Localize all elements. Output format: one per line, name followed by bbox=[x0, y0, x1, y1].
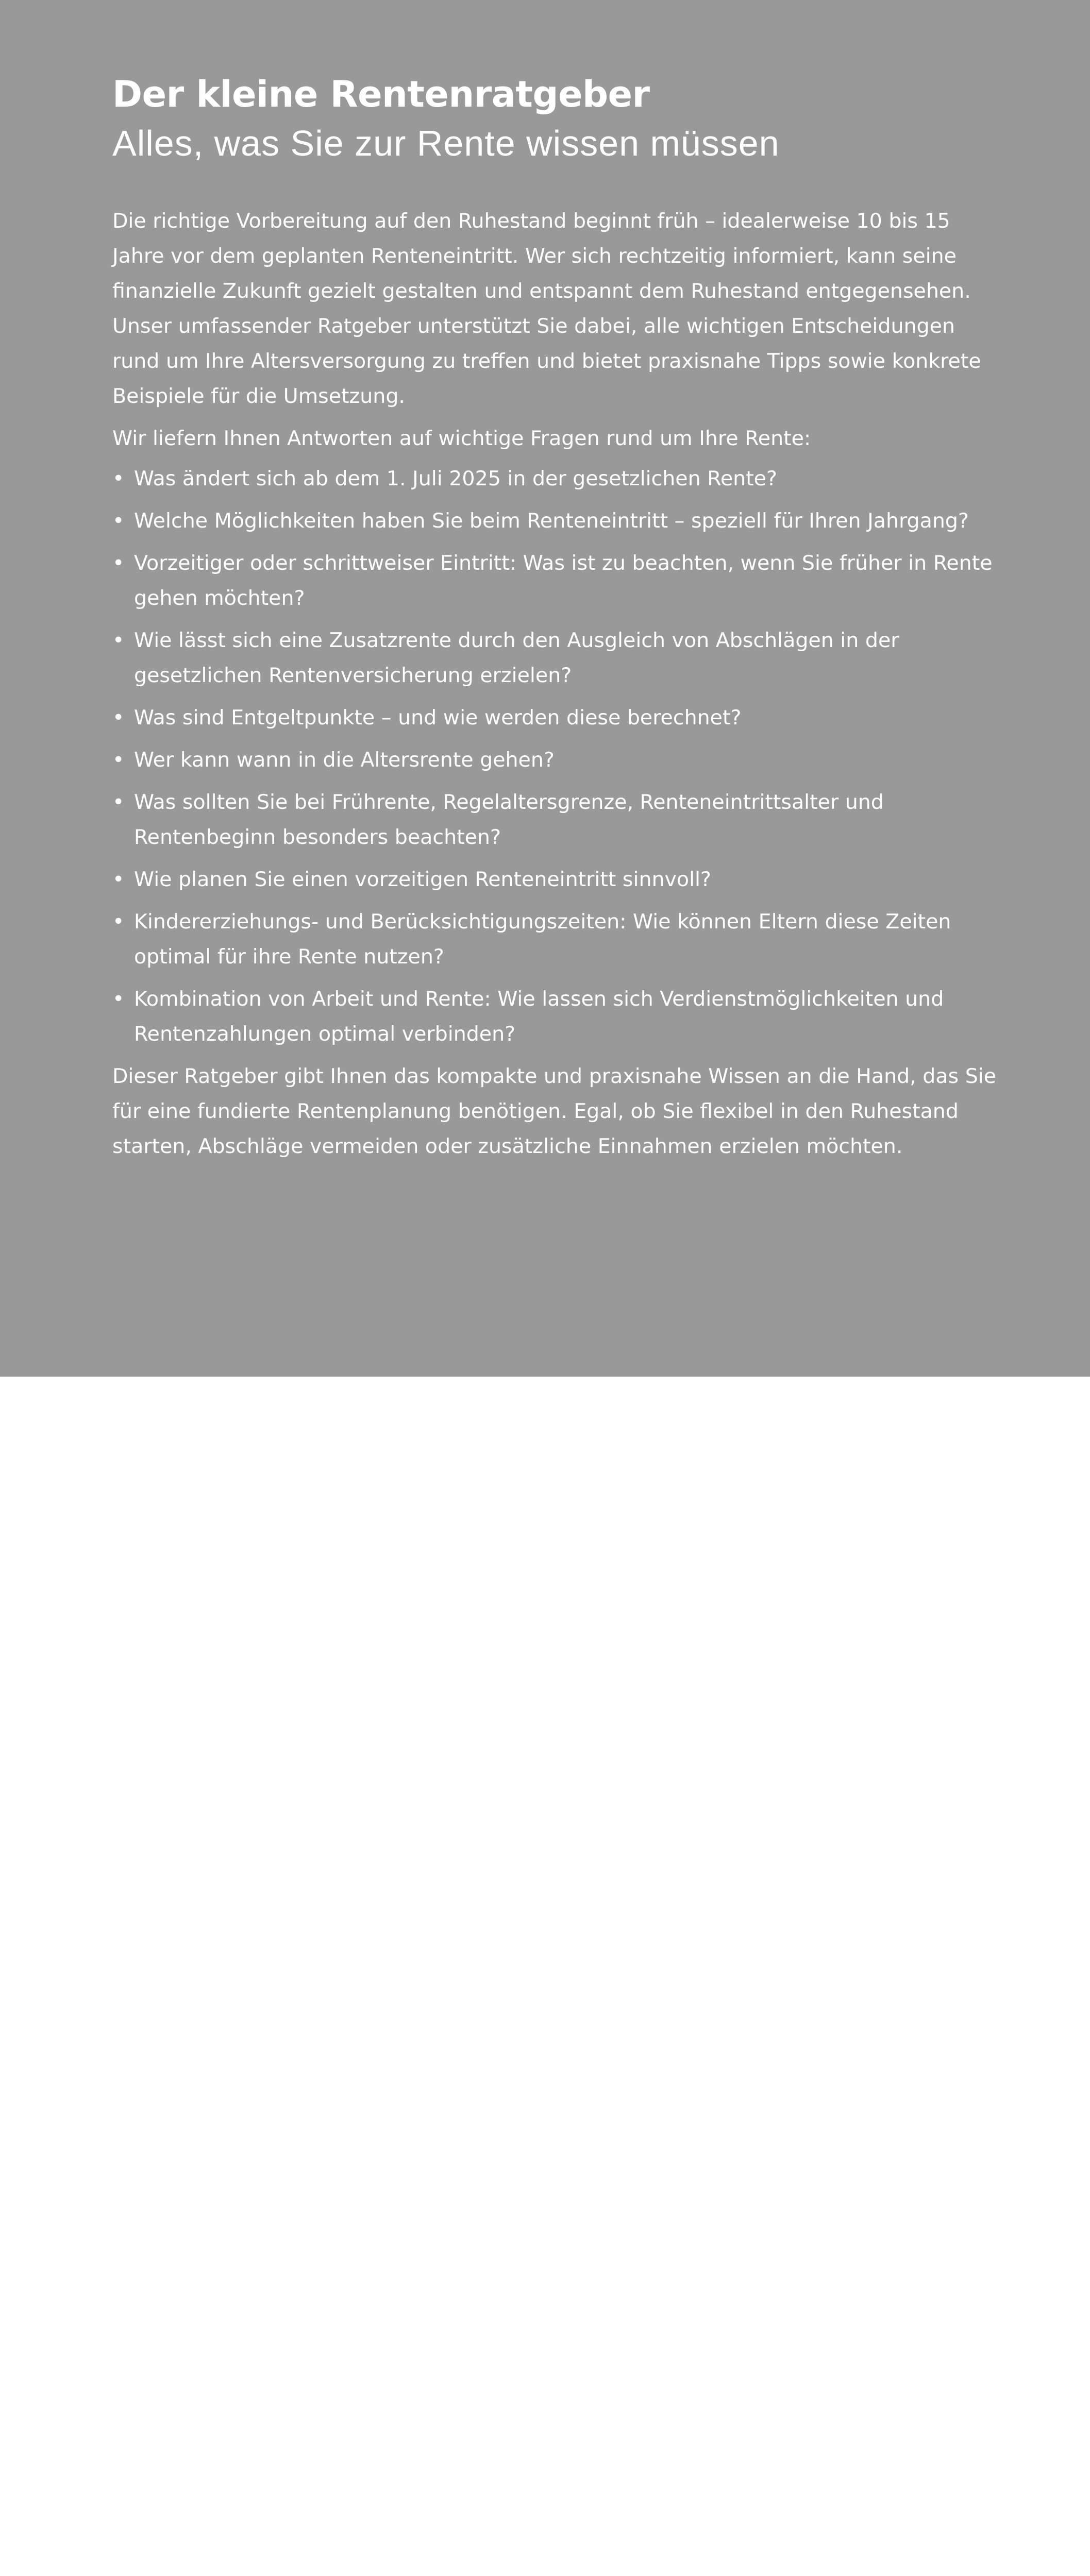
list-item bbox=[112, 862, 999, 897]
closing-paragraph: Dieser Ratgeber gibt Ihnen das kompakte und praxisnahe Wissen an die Hand, das Sie für eine fundierte Rentenplanung benötigen. Egal, ob Sie flexibel in den Ruhestand starten, Abschläge vermeiden oder zusätzliche Einnahmen erzielen möchten. bbox=[112, 1064, 997, 1158]
list-item bbox=[112, 623, 999, 693]
question-list bbox=[112, 461, 999, 1052]
question-text: Kombination von Arbeit und Rente: Wie lassen sich Verdienstmöglichkeiten und Rentenzahlungen optimal verbinden? bbox=[134, 987, 944, 1046]
list-item bbox=[112, 546, 999, 616]
question-text: Was sollten Sie bei Frührente, Regelaltersgrenze, Renteneintrittsalter und Rentenbeginn besonders beachten? bbox=[134, 790, 884, 849]
list-item bbox=[112, 700, 999, 735]
lead-sentence: Wir liefern Ihnen Antworten auf wichtige Fragen rund um Ihre Rente: bbox=[112, 427, 811, 450]
question-text: Was ändert sich ab dem 1. Juli 2025 in der gesetzlichen Rente? bbox=[134, 467, 777, 490]
question-text: Welche Möglichkeiten haben Sie beim Renteneintritt – speziell für Ihren Jahrgang? bbox=[134, 509, 969, 533]
list-item bbox=[112, 503, 999, 538]
book-title: Der kleine Rentenratgeber bbox=[112, 73, 650, 115]
list-item bbox=[112, 785, 999, 855]
bullet-icon: • bbox=[112, 748, 125, 772]
bullet-icon: • bbox=[112, 910, 125, 934]
bullet-icon: • bbox=[112, 868, 125, 891]
bullet-icon: • bbox=[112, 551, 125, 575]
bullet-icon: • bbox=[112, 467, 125, 490]
bullet-icon: • bbox=[112, 987, 125, 1011]
question-text: Wie lässt sich eine Zusatzrente durch den Ausgleich von Abschlägen in der gesetzlichen Rentenversicherung erzielen? bbox=[134, 629, 899, 687]
bullet-icon: • bbox=[112, 509, 125, 533]
blurb-text bbox=[112, 204, 999, 1164]
list-item bbox=[112, 461, 999, 496]
question-text: Wie planen Sie einen vorzeitigen Renteneintritt sinnvoll? bbox=[134, 868, 711, 891]
bullet-icon: • bbox=[112, 706, 125, 730]
list-item bbox=[112, 742, 999, 777]
question-text: Kindererziehungs- und Berücksichtigungszeiten: Wie können Eltern diese Zeiten optimal für ihre Rente nutzen? bbox=[134, 910, 951, 969]
list-item bbox=[112, 904, 999, 974]
book-subtitle: Alles, was Sie zur Rente wissen müssen bbox=[112, 123, 780, 163]
bullet-icon: • bbox=[112, 790, 125, 814]
bullet-icon: • bbox=[112, 629, 125, 652]
question-text: Was sind Entgeltpunkte – und wie werden diese berechnet? bbox=[134, 706, 742, 730]
question-text: Vorzeitiger oder schrittweiser Eintritt: Was ist zu beachten, wenn Sie früher in Rente gehen möchten? bbox=[134, 551, 993, 610]
footer-area bbox=[0, 1377, 1090, 1546]
question-text: Wer kann wann in die Altersrente gehen? bbox=[134, 748, 555, 772]
intro-paragraph: Die richtige Vorbereitung auf den Ruhestand beginnt früh – idealerweise 10 bis 15 Jahre vor dem geplanten Renteneintritt. Wer sich rechtzeitig informiert, kann seine finanzielle Zukunft gezielt gestalten und entspannt dem Ruhestand entgegensehen. Unser umfassender Ratgeber unterstützt Sie dabei, alle wichtigen Entscheidungen rund um Ihre Altersversorgung zu treffen und bietet praxisnahe Tipps sowie konkrete Beispiele für die Umsetzung. bbox=[112, 209, 981, 408]
list-item bbox=[112, 981, 999, 1052]
